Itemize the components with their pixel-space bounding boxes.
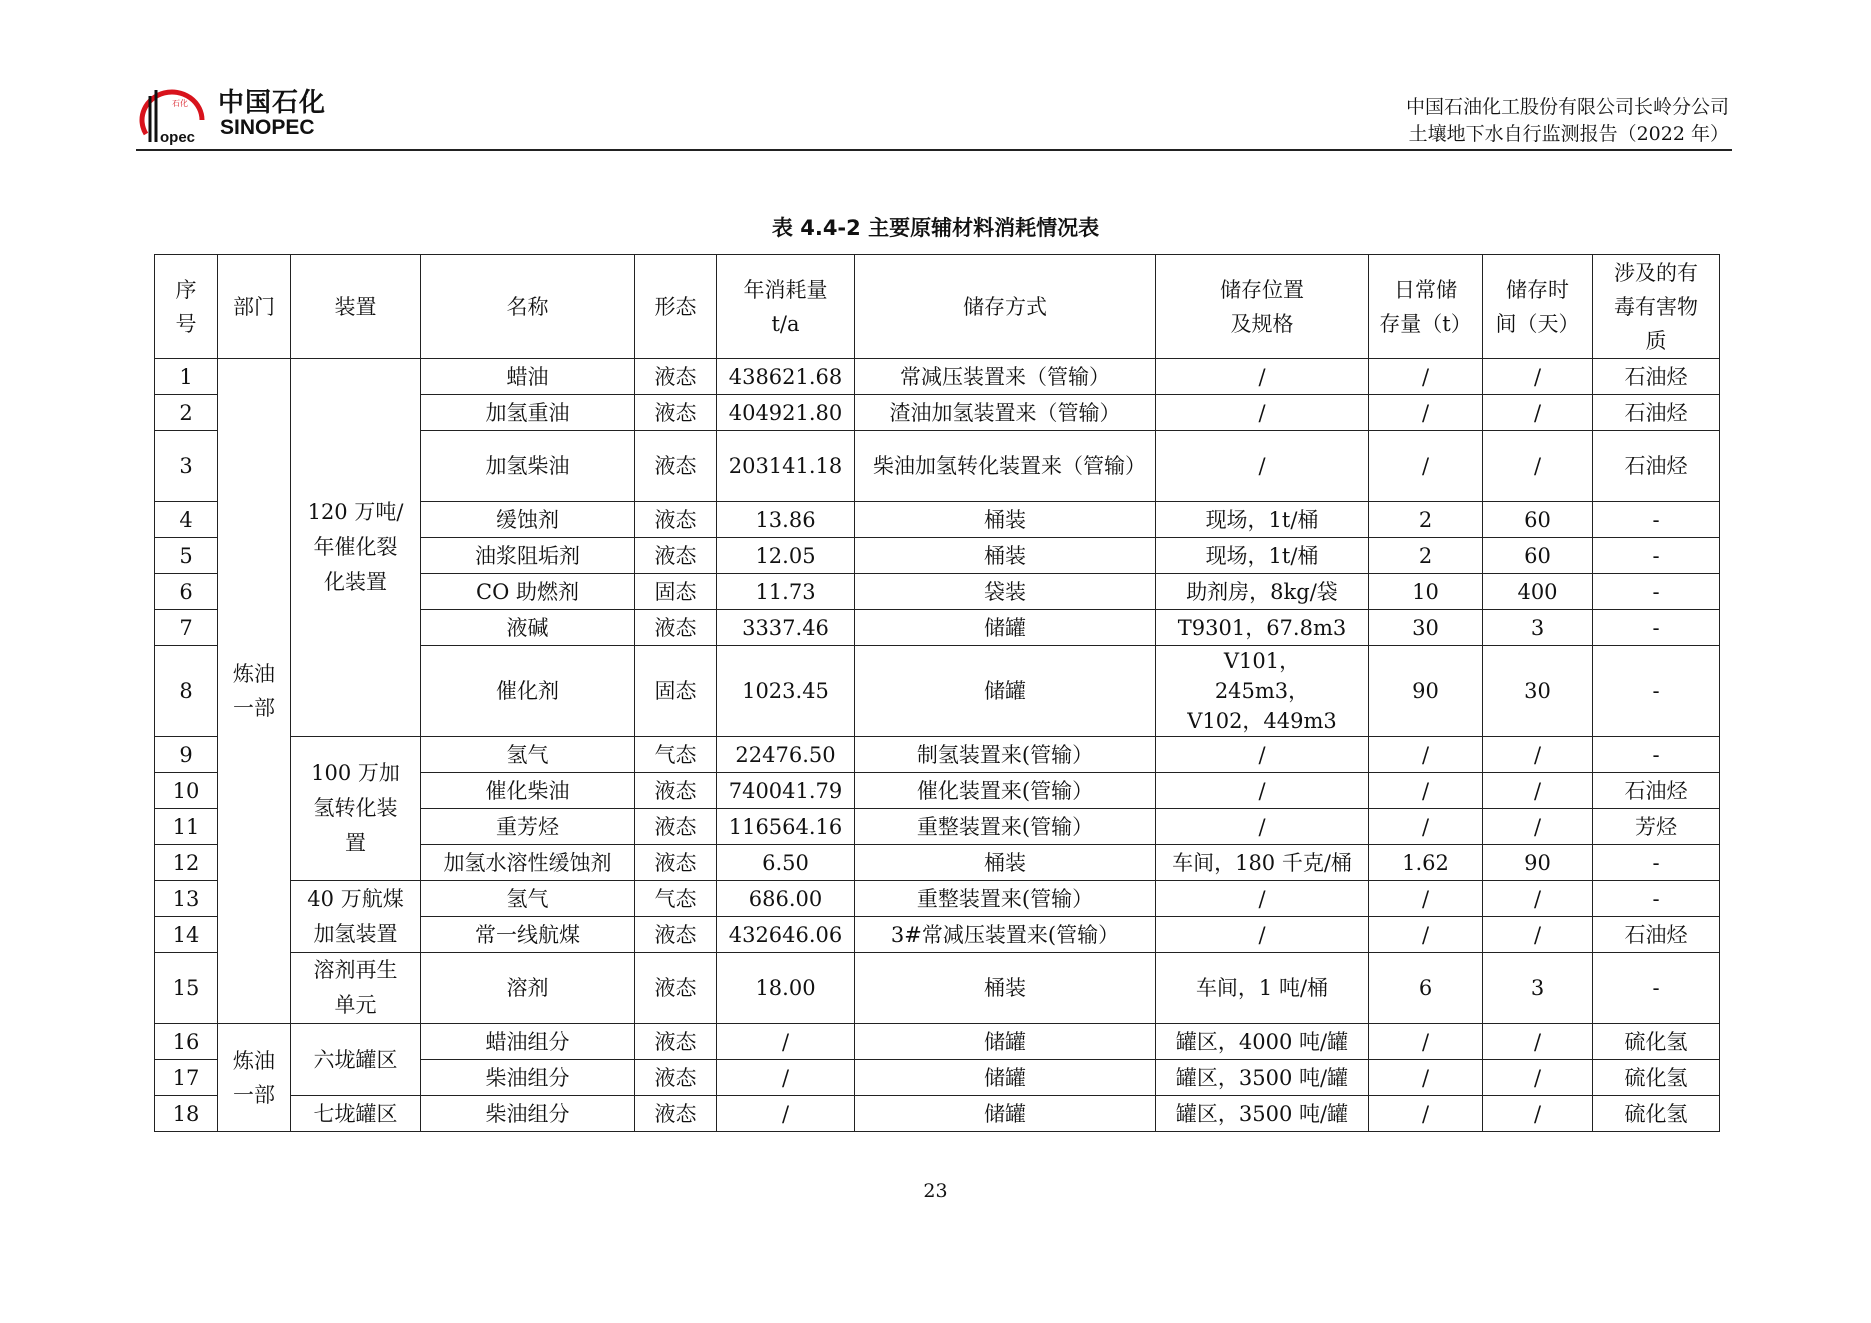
department-label: 炼油一部: [233, 1048, 275, 1107]
row-number: 9: [155, 737, 218, 773]
material-name: 柴油组分: [421, 1096, 635, 1132]
storage-location: 罐区，3500 吨/罐: [1156, 1060, 1369, 1096]
sinopec-logo: [136, 76, 336, 148]
storage-location: /: [1156, 881, 1369, 917]
document-header: [1406, 94, 1729, 148]
svg-text:石化: 石化: [172, 99, 188, 108]
row-number: 4: [155, 502, 218, 538]
storage-method: 桶装: [855, 953, 1156, 1024]
storage-days: /: [1483, 917, 1593, 953]
row-number: 12: [155, 845, 218, 881]
hazardous-substance: -: [1593, 953, 1720, 1024]
material-state: 固态: [635, 646, 717, 737]
table-row: [155, 1096, 1720, 1132]
hazardous-substance: 石油烃: [1593, 359, 1720, 395]
material-name: 缓蚀剂: [421, 502, 635, 538]
material-state: 液态: [635, 845, 717, 881]
storage-days: 60: [1483, 538, 1593, 574]
row-number: 2: [155, 395, 218, 431]
hazardous-substance: -: [1593, 881, 1720, 917]
logo-chinese-name: 中国石化: [218, 88, 327, 118]
department-label: 炼油一部: [233, 662, 275, 720]
col-header: [1156, 255, 1369, 359]
unit-cell: [291, 953, 421, 1024]
daily-stock: /: [1369, 881, 1483, 917]
header-label: 储存位置 及规格: [1220, 277, 1304, 336]
storage-location: /: [1156, 395, 1369, 431]
material-name: 蜡油组分: [421, 1024, 635, 1060]
annual-consumption: 12.05: [717, 538, 855, 574]
storage-location: /: [1156, 809, 1369, 845]
storage-location: 现场，1t/桶: [1156, 502, 1369, 538]
storage-method: 储罐: [855, 1024, 1156, 1060]
material-name: 加氢柴油: [421, 431, 635, 502]
material-name: CO 助燃剂: [421, 574, 635, 610]
storage-days: 60: [1483, 502, 1593, 538]
material-name: 油浆阻垢剂: [421, 538, 635, 574]
storage-method: 制氢装置来(管输）: [855, 737, 1156, 773]
material-state: 气态: [635, 737, 717, 773]
daily-stock: /: [1369, 809, 1483, 845]
row-number: 16: [155, 1024, 218, 1060]
department-cell: [218, 359, 291, 1024]
material-name: 常一线航煤: [421, 917, 635, 953]
daily-stock: 30: [1369, 610, 1483, 646]
hazardous-substance: 硫化氢: [1593, 1096, 1720, 1132]
storage-days: /: [1483, 431, 1593, 502]
storage-method: 袋装: [855, 574, 1156, 610]
annual-consumption: 3337.46: [717, 610, 855, 646]
material-state: 液态: [635, 809, 717, 845]
row-number: 1: [155, 359, 218, 395]
header-label: 形态: [654, 294, 697, 319]
col-header: [1483, 255, 1593, 359]
storage-method: 桶装: [855, 538, 1156, 574]
material-name: 柴油组分: [421, 1060, 635, 1096]
row-number: 13: [155, 881, 218, 917]
daily-stock: /: [1369, 737, 1483, 773]
table-row: [155, 1024, 1720, 1060]
storage-location: /: [1156, 431, 1369, 502]
storage-days: 3: [1483, 953, 1593, 1024]
unit-label: 100 万加氢转化装置: [311, 761, 400, 855]
daily-stock: /: [1369, 395, 1483, 431]
daily-stock: /: [1369, 359, 1483, 395]
hazardous-substance: -: [1593, 845, 1720, 881]
material-state: 液态: [635, 773, 717, 809]
unit-label: 40 万航煤加氢装置: [307, 886, 404, 946]
material-state: 液态: [635, 917, 717, 953]
row-number: 6: [155, 574, 218, 610]
table-row: [155, 359, 1720, 395]
material-state: 液态: [635, 502, 717, 538]
storage-days: /: [1483, 359, 1593, 395]
header-label: 日常储 存量（t）: [1379, 277, 1472, 336]
storage-method: 储罐: [855, 610, 1156, 646]
header-label: 涉及的有 毒有害物 质: [1614, 260, 1698, 353]
annual-consumption: /: [717, 1096, 855, 1132]
company-name: 中国石油化工股份有限公司长岭分公司: [1405, 96, 1729, 118]
unit-cell: [291, 881, 421, 953]
annual-consumption: 6.50: [717, 845, 855, 881]
unit-label: 七垅罐区: [313, 1101, 398, 1126]
storage-days: /: [1483, 1060, 1593, 1096]
material-state: 气态: [635, 881, 717, 917]
header-label: 名称: [506, 294, 549, 319]
storage-method: 储罐: [855, 646, 1156, 737]
row-number: 15: [155, 953, 218, 1024]
material-name: 催化柴油: [421, 773, 635, 809]
annual-consumption: /: [717, 1024, 855, 1060]
storage-method: 重整装置来(管输）: [855, 809, 1156, 845]
daily-stock: 1.62: [1369, 845, 1483, 881]
daily-stock: /: [1369, 773, 1483, 809]
table-caption: 表 4.4-2 主要原辅材料消耗情况表: [771, 216, 1100, 240]
storage-location: /: [1156, 773, 1369, 809]
material-name: 加氢重油: [421, 395, 635, 431]
materials-table: [154, 254, 1720, 1132]
table-row: [155, 881, 1720, 917]
hazardous-substance: -: [1593, 574, 1720, 610]
header-label: 装置: [334, 294, 377, 319]
storage-days: /: [1483, 809, 1593, 845]
storage-method: 常减压装置来（管输）: [855, 359, 1156, 395]
daily-stock: /: [1369, 1024, 1483, 1060]
hazardous-substance: -: [1593, 646, 1720, 737]
material-state: 液态: [635, 1024, 717, 1060]
col-header: [1369, 255, 1483, 359]
material-name: 重芳烃: [421, 809, 635, 845]
storage-location: 助剂房，8kg/袋: [1156, 574, 1369, 610]
material-state: 液态: [635, 610, 717, 646]
storage-method: 储罐: [855, 1096, 1156, 1132]
svg-text:opec: opec: [160, 129, 196, 146]
annual-consumption: 116564.16: [717, 809, 855, 845]
annual-consumption: 438621.68: [717, 359, 855, 395]
storage-location: T9301，67.8m3: [1156, 610, 1369, 646]
daily-stock: 10: [1369, 574, 1483, 610]
storage-location: /: [1156, 917, 1369, 953]
col-header: [218, 255, 291, 359]
unit-label: 溶剂再生单元: [313, 958, 398, 1017]
material-state: 液态: [635, 359, 717, 395]
annual-consumption: /: [717, 1060, 855, 1096]
department-cell: [218, 1024, 291, 1132]
storage-location: 罐区，3500 吨/罐: [1156, 1096, 1369, 1132]
material-state: 液态: [635, 395, 717, 431]
hazardous-substance: -: [1593, 737, 1720, 773]
logo-english-name: SINOPEC: [220, 116, 315, 139]
annual-consumption: 686.00: [717, 881, 855, 917]
daily-stock: /: [1369, 431, 1483, 502]
row-number: 11: [155, 809, 218, 845]
row-number: 5: [155, 538, 218, 574]
storage-method: 桶装: [855, 502, 1156, 538]
hazardous-substance: 硫化氢: [1593, 1024, 1720, 1060]
hazardous-substance: 芳烃: [1593, 809, 1720, 845]
storage-method: 渣油加氢装置来（管输）: [855, 395, 1156, 431]
storage-location: 现场，1t/桶: [1156, 538, 1369, 574]
unit-cell: [291, 737, 421, 881]
annual-consumption: 203141.18: [717, 431, 855, 502]
report-title: 土壤地下水自行监测报告（2022 年）: [1408, 123, 1729, 145]
storage-days: 30: [1483, 646, 1593, 737]
header-label: 部门: [233, 294, 275, 319]
storage-days: 3: [1483, 610, 1593, 646]
daily-stock: 6: [1369, 953, 1483, 1024]
material-state: 液态: [635, 1096, 717, 1132]
material-state: 液态: [635, 431, 717, 502]
header-label: 储存时 间（天）: [1495, 277, 1580, 336]
material-state: 液态: [635, 953, 717, 1024]
material-name: 加氢水溶性缓蚀剂: [421, 845, 635, 881]
row-number: 17: [155, 1060, 218, 1096]
storage-location: /: [1156, 737, 1369, 773]
storage-days: 90: [1483, 845, 1593, 881]
hazardous-substance: 石油烃: [1593, 773, 1720, 809]
hazardous-substance: -: [1593, 538, 1720, 574]
storage-method: 桶装: [855, 845, 1156, 881]
storage-days: /: [1483, 1096, 1593, 1132]
material-name: 氢气: [421, 737, 635, 773]
col-header: [855, 255, 1156, 359]
daily-stock: 2: [1369, 538, 1483, 574]
storage-location: 罐区，4000 吨/罐: [1156, 1024, 1369, 1060]
material-name: 催化剂: [421, 646, 635, 737]
storage-method: 储罐: [855, 1060, 1156, 1096]
material-name: 溶剂: [421, 953, 635, 1024]
storage-days: /: [1483, 1024, 1593, 1060]
table-row: [155, 953, 1720, 1024]
hazardous-substance: -: [1593, 502, 1720, 538]
unit-label: 120 万吨/年催化裂化装置: [307, 500, 404, 594]
col-header: [717, 255, 855, 359]
hazardous-substance: 硫化氢: [1593, 1060, 1720, 1096]
storage-location: 车间，180 千克/桶: [1156, 845, 1369, 881]
annual-consumption: 740041.79: [717, 773, 855, 809]
page-number: 23: [923, 1180, 948, 1202]
storage-method: 3#常减压装置来(管输）: [855, 917, 1156, 953]
storage-method: 柴油加氢转化装置来（管输）: [855, 431, 1156, 502]
material-name: 蜡油: [421, 359, 635, 395]
storage-days: /: [1483, 395, 1593, 431]
unit-label: 六垅罐区: [313, 1047, 398, 1072]
storage-method: 催化装置来(管输）: [855, 773, 1156, 809]
hazardous-substance: 石油烃: [1593, 917, 1720, 953]
header-row: [155, 255, 1720, 359]
annual-consumption: 18.00: [717, 953, 855, 1024]
annual-consumption: 404921.80: [717, 395, 855, 431]
storage-location: /: [1156, 359, 1369, 395]
header-label: 序 号: [175, 277, 197, 336]
table-row: [155, 737, 1720, 773]
col-header: [1593, 255, 1720, 359]
sinopec-emblem-icon: [136, 76, 216, 146]
row-number: 8: [155, 646, 218, 737]
annual-consumption: 1023.45: [717, 646, 855, 737]
hazardous-substance: 石油烃: [1593, 431, 1720, 502]
storage-days: /: [1483, 881, 1593, 917]
header-divider: [136, 149, 1732, 151]
storage-location: V101，245m3，V102，449m3: [1156, 646, 1369, 737]
annual-consumption: 11.73: [717, 574, 855, 610]
annual-consumption: 13.86: [717, 502, 855, 538]
hazardous-substance: 石油烃: [1593, 395, 1720, 431]
hazardous-substance: -: [1593, 610, 1720, 646]
row-number: 10: [155, 773, 218, 809]
annual-consumption: 432646.06: [717, 917, 855, 953]
row-number: 7: [155, 610, 218, 646]
daily-stock: /: [1369, 917, 1483, 953]
col-header: [635, 255, 717, 359]
row-number: 18: [155, 1096, 218, 1132]
storage-location: 车间，1 吨/桶: [1156, 953, 1369, 1024]
unit-cell: [291, 1024, 421, 1096]
row-number: 3: [155, 431, 218, 502]
col-header: [155, 255, 218, 359]
header-label: 年消耗量 t/a: [743, 277, 828, 336]
row-number: 14: [155, 917, 218, 953]
storage-days: /: [1483, 773, 1593, 809]
annual-consumption: 22476.50: [717, 737, 855, 773]
material-state: 液态: [635, 538, 717, 574]
material-state: 液态: [635, 1060, 717, 1096]
col-header: [291, 255, 421, 359]
material-name: 液碱: [421, 610, 635, 646]
daily-stock: 2: [1369, 502, 1483, 538]
unit-cell: [291, 1096, 421, 1132]
daily-stock: /: [1369, 1096, 1483, 1132]
daily-stock: /: [1369, 1060, 1483, 1096]
unit-cell: [291, 359, 421, 737]
daily-stock: 90: [1369, 646, 1483, 737]
storage-days: 400: [1483, 574, 1593, 610]
col-header: [421, 255, 635, 359]
storage-method: 重整装置来(管输）: [855, 881, 1156, 917]
material-name: 氢气: [421, 881, 635, 917]
header-label: 储存方式: [963, 294, 1047, 319]
material-state: 固态: [635, 574, 717, 610]
storage-days: /: [1483, 737, 1593, 773]
